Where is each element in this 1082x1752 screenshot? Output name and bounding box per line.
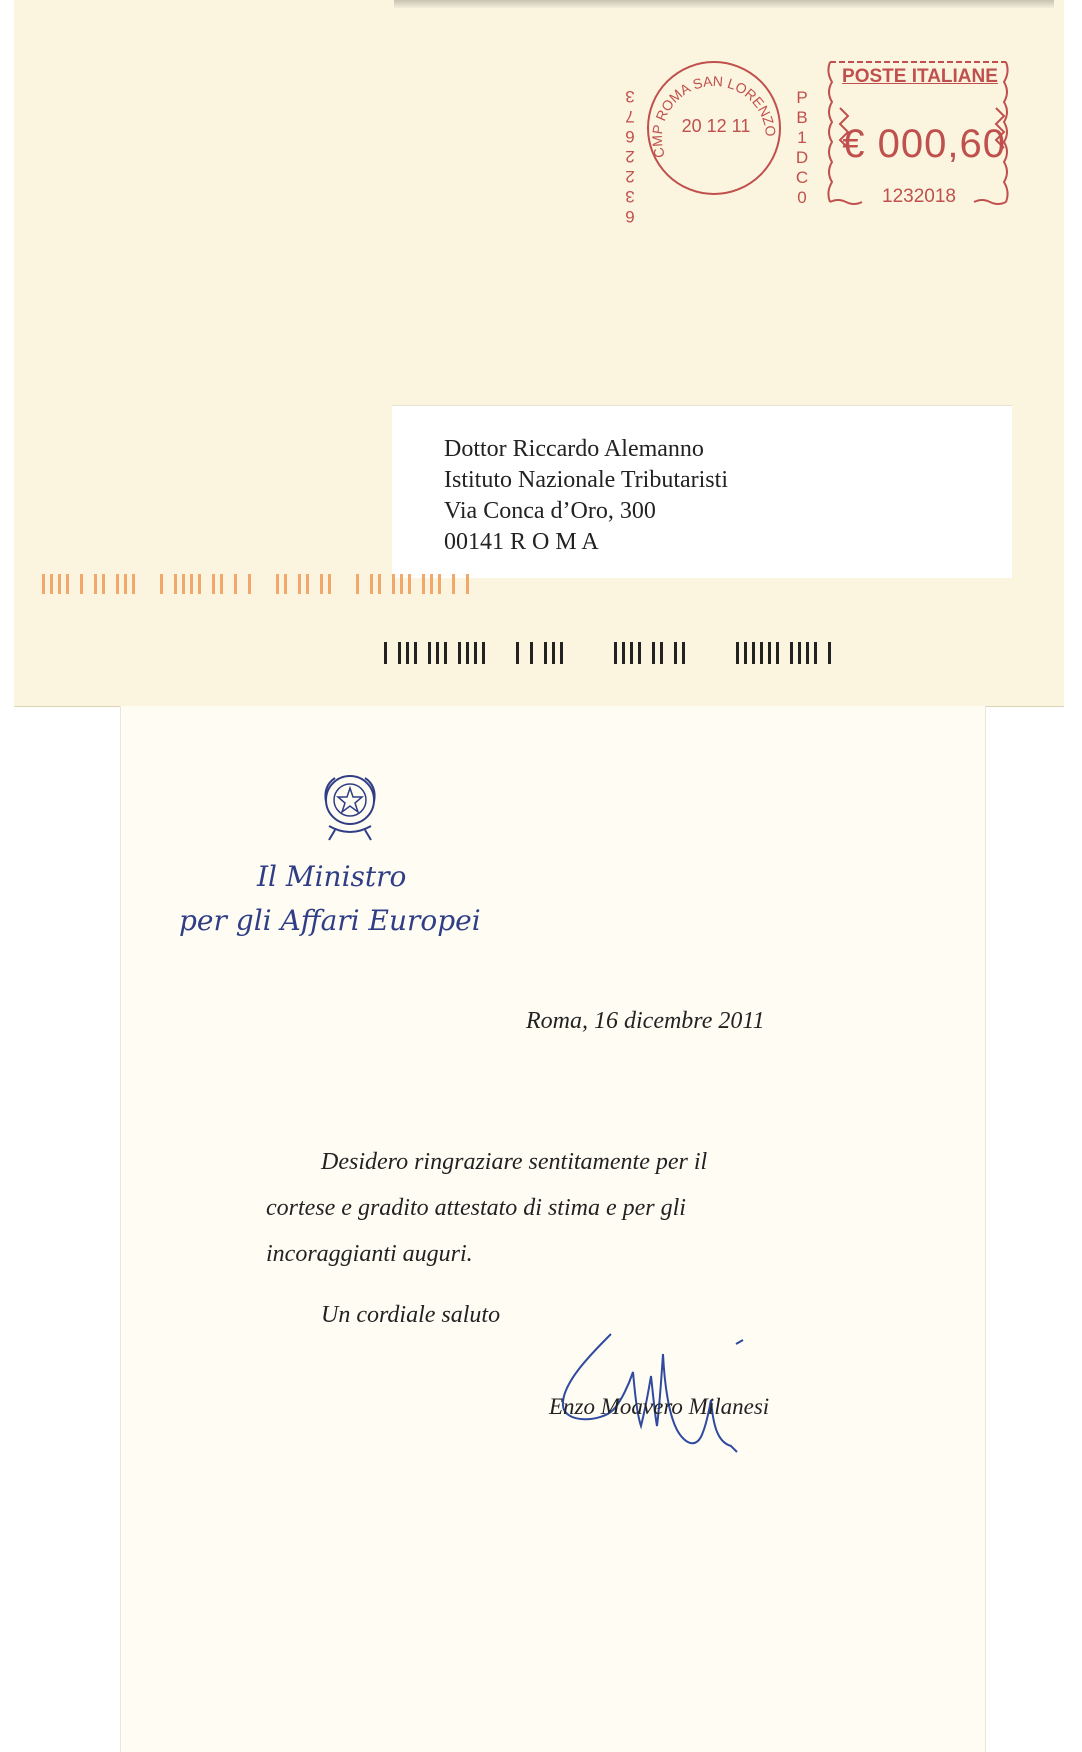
barcode-bar [768,642,771,664]
minister-title: Il Ministro [257,860,407,893]
black-postal-barcode [14,0,1064,706]
barcode-bar [384,642,387,664]
barcode-bar [516,642,519,664]
letter-page [120,706,986,1752]
barcode-bar [560,642,563,664]
barcode-bar [428,642,431,664]
barcode-bar [744,642,747,664]
barcode-bar [682,642,685,664]
letter-closing: Un cordiale saluto [321,1302,501,1328]
barcode-bar [530,642,533,664]
barcode-bar [398,642,401,664]
barcode-bar [614,642,617,664]
barcode-bar [630,642,633,664]
barcode-bar [458,642,461,664]
recipient-city: 00141 R O M A [444,529,599,555]
letter-body-line-3: incoraggianti auguri. [266,1241,473,1267]
postmark-date: 20 12 11 [681,116,751,136]
barcode-bar [544,642,547,664]
franking-code: 1232018 [882,186,956,207]
barcode-bar [638,642,641,664]
barcode-bar [622,642,625,664]
barcode-bar [444,642,447,664]
barcode-bar [552,642,555,664]
barcode-bar [436,642,439,664]
recipient-street: Via Conca d’Oro, 300 [444,498,656,524]
barcode-bar [482,642,485,664]
barcode-bar [752,642,755,664]
italian-republic-emblem-icon [315,766,385,846]
postmark-right-digits: P B 1 D C 0 [795,88,809,207]
barcode-bar [776,642,779,664]
barcode-bar [660,642,663,664]
recipient-name: Dottor Riccardo Alemanno [444,436,704,462]
envelope [14,0,1064,707]
barcode-bar [414,642,417,664]
barcode-bar [474,642,477,664]
postmark-left-digits: 6 3 2 2 6 7 3 [625,87,635,226]
barcode-bar [760,642,763,664]
barcode-bar [736,642,739,664]
barcode-bar [828,642,831,664]
letter-body-line-1: Desidero ringraziare sentitamente per il [321,1149,708,1175]
postage-value: € 000,60 [842,122,1006,166]
letter-body-line-2: cortese e gradito attestato di stima e per gli [266,1195,686,1221]
signatory-name: Enzo Moavero Milanesi [549,1394,770,1419]
barcode-bar [674,642,677,664]
barcode-bar [814,642,817,664]
barcode-bar [466,642,469,664]
letter-date: Roma, 16 dicembre 2011 [526,1008,765,1034]
barcode-bar [798,642,801,664]
recipient-organization: Istituto Nazionale Tributaristi [444,467,728,493]
barcode-bar [806,642,809,664]
barcode-bar [652,642,655,664]
barcode-bar [790,642,793,664]
barcode-bar [406,642,409,664]
ministry-name: per gli Affari Europei [179,904,481,937]
postmark-ring-text: CMP ROMA SAN LORENZO [648,72,780,160]
poste-italiane-brand: POSTE ITALIANE [842,66,998,87]
